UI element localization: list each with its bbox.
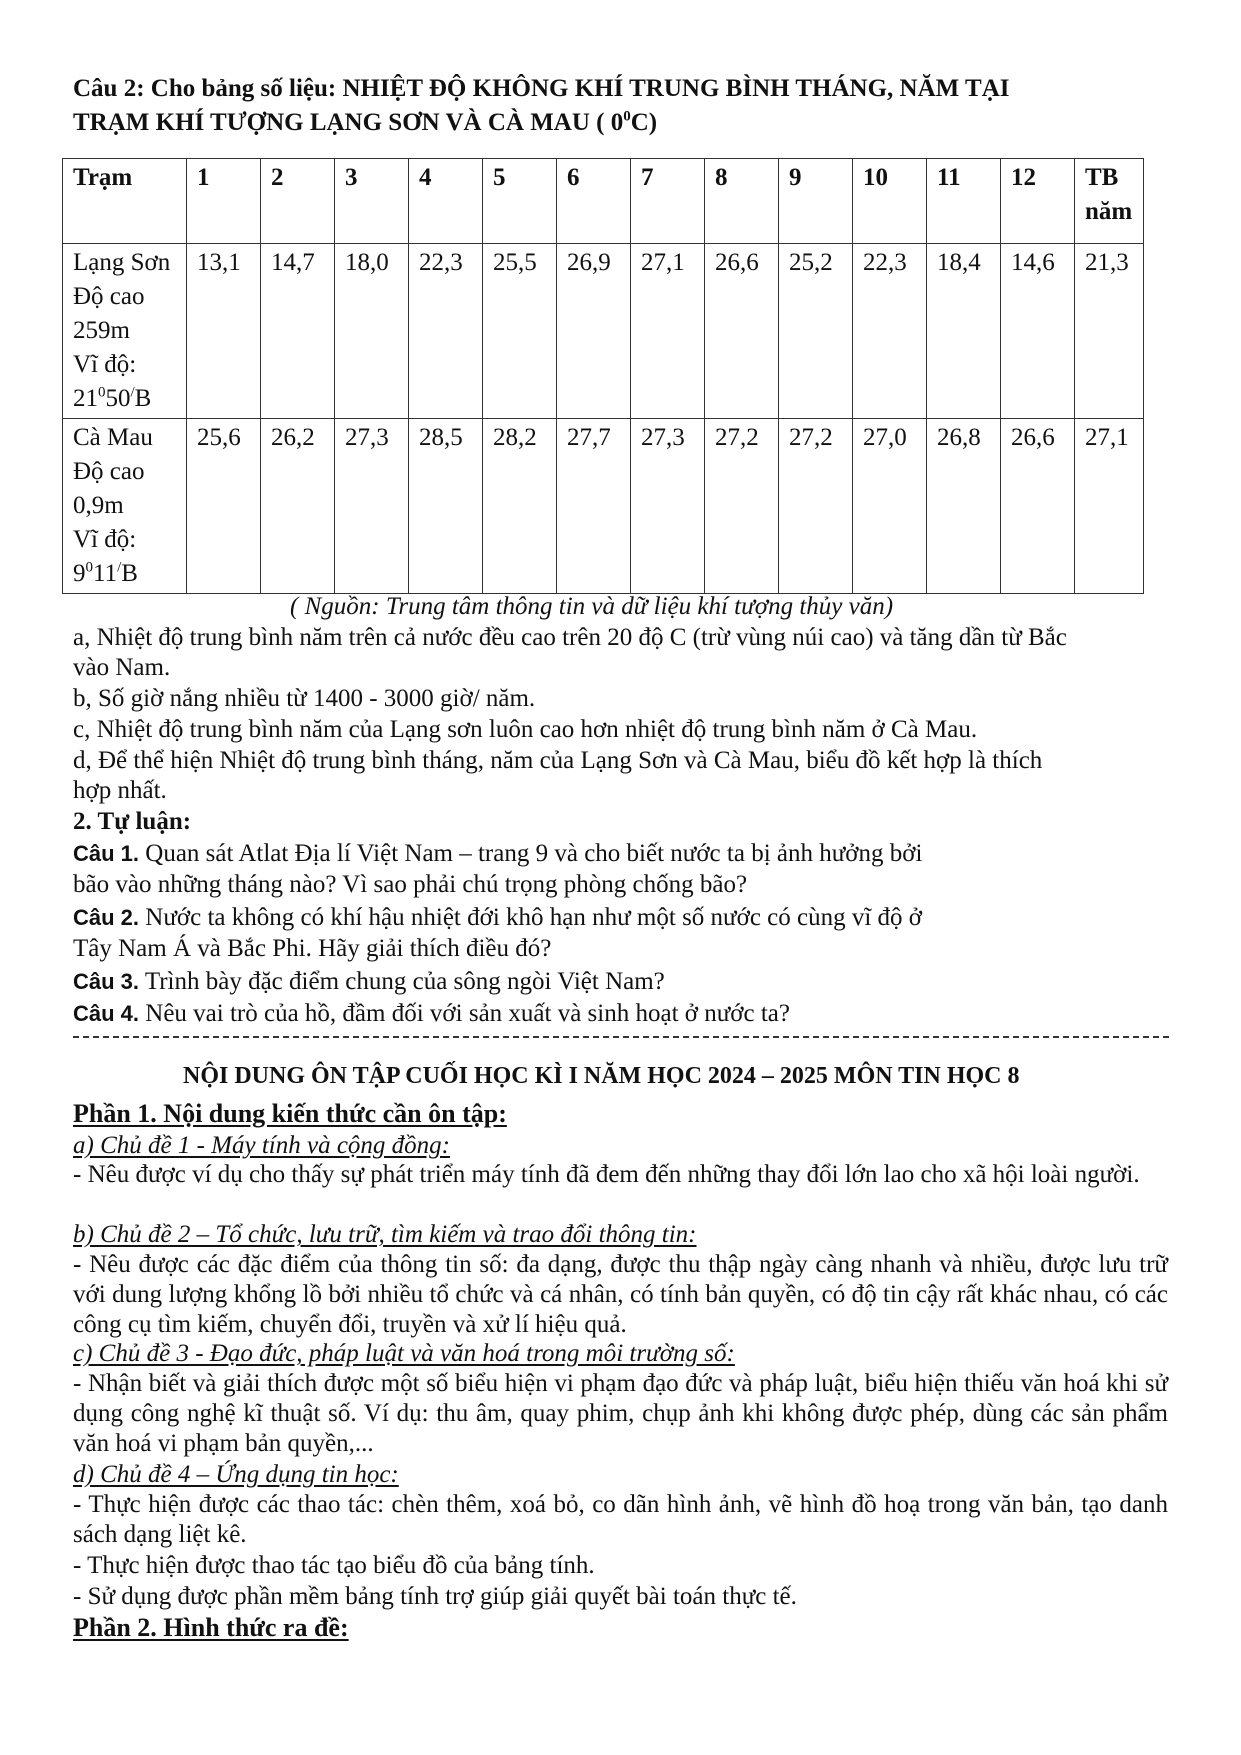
- question-label: Câu 3.: [73, 969, 140, 994]
- topic-a-heading: a) Chủ đề 1 - Máy tính và cộng đồng:: [73, 1132, 451, 1159]
- header-cell: 5: [483, 159, 557, 244]
- value-cell: 21,3: [1075, 244, 1144, 419]
- table-row: [63, 419, 1144, 594]
- statement-c: c, Nhiệt độ trung bình năm của Lạng sơn luôn cao hơn nhiệt độ trung bình năm ở Cà Mau.: [73, 716, 978, 743]
- header-cell: 12: [1001, 159, 1075, 244]
- topic-c-heading: c) Chủ đề 3 - Đạo đức, pháp luật và văn hoá trong môi trường số:: [73, 1340, 735, 1367]
- essay-question-3: [73, 967, 665, 997]
- header-cell: 4: [409, 159, 483, 244]
- station-latitude-label: Vĩ độ:: [73, 351, 137, 378]
- statement-a-line1: a, Nhiệt độ trung bình năm trên cả nước đều cao trên 20 độ C (trừ vùng núi cao) và tăng dần từ Bắc: [73, 624, 1067, 651]
- title-line2-text: TRẠM KHÍ TƯỢNG LẠNG SƠN VÀ CÀ MAU ( 0: [73, 109, 624, 136]
- station-name: Lạng Sơn: [73, 249, 171, 276]
- table-source: ( Nguồn: Trung tâm thông tin và dữ liệu khí tượng thủy văn): [290, 593, 894, 620]
- value-cell: 27,1: [631, 244, 705, 419]
- topic-b-text: - Nêu được các đặc điểm của thông tin số: đa dạng, được thu thập ngày càng nhanh và nhiều, được lưu trữ với dung lượng khổng lồ bởi nhiều tổ chức và cá nhân, có tính bản quyền, có độ tin cậy rất khác nhau, có các công cụ tìm kiếm, chuyển đổi, truyền và xử lí hiệu quả.: [73, 1251, 1168, 1338]
- temperature-table: [62, 158, 1144, 594]
- value-cell: 25,5: [483, 244, 557, 419]
- value-cell: 26,6: [705, 244, 779, 419]
- value-cell: 26,6: [1001, 419, 1075, 594]
- header-cell: 8: [705, 159, 779, 244]
- value-cell: 27,1: [1075, 419, 1144, 594]
- header-cell: 7: [631, 159, 705, 244]
- question-text: Nước ta không có khí hậu nhiệt đới khô hạn như một số nước có cùng vĩ độ ở: [139, 904, 923, 931]
- station-latitude: [73, 382, 178, 416]
- title-line2-unit: C): [630, 109, 658, 136]
- topic-d-text: - Thực hiện được các thao tác: chèn thêm, xoá bỏ, co dãn hình ảnh, vẽ hình đồ hoạ trong văn bản, tạo danh sách dạng liệt kê.: [73, 1491, 1168, 1548]
- essay-question-1: [73, 839, 922, 869]
- dashed-divider: [73, 1036, 1169, 1038]
- question-label: Câu 2.: [73, 905, 140, 930]
- topic-d-item-2: - Thực hiện được thao tác tạo biểu đồ của bảng tính.: [73, 1552, 595, 1579]
- statement-d-line2: hợp nhất.: [73, 777, 167, 804]
- question-label: Câu 4.: [73, 1001, 140, 1026]
- value-cell: 28,2: [483, 419, 557, 594]
- table-row: [63, 244, 1144, 419]
- station-elevation: 0,9m: [73, 492, 124, 519]
- header-cell: TB năm: [1075, 159, 1144, 244]
- question-title-line1: Câu 2: Cho bảng số liệu: NHIỆT ĐỘ KHÔNG KHÍ TRUNG BÌNH THÁNG, NĂM TẠI: [73, 75, 1010, 102]
- value-cell: 22,3: [853, 244, 927, 419]
- station-elevation: 259m: [73, 317, 130, 344]
- topic-c-text: - Nhận biết và giải thích được một số biểu hiện vi phạm đạo đức và pháp luật, biểu hiện thiếu văn hoá khi sử dụng công nghệ kĩ thuật số. Ví dụ: thu âm, quay phim, chụp ảnh khi không được phép, dùng các sản phẩm văn hoá vi phạm bản quyền,...: [73, 1370, 1168, 1457]
- question-text: Nêu vai trò của hồ, đầm đối với sản xuất và sinh hoạt ở nước ta?: [139, 1000, 790, 1027]
- essay-question-1-line2: bão vào những tháng nào? Vì sao phải chú trọng phòng chống bão?: [73, 871, 748, 898]
- statement-a-line2: vào Nam.: [73, 654, 171, 681]
- question-title-line2: [73, 108, 657, 138]
- header-cell: 11: [927, 159, 1001, 244]
- value-cell: 27,7: [557, 419, 631, 594]
- lat-minute-mark: /: [130, 384, 135, 401]
- question-label: Câu 1.: [73, 841, 140, 866]
- station-elevation-label: Độ cao: [73, 283, 145, 310]
- value-cell: 22,3: [409, 244, 483, 419]
- value-cell: 27,3: [335, 419, 409, 594]
- essay-question-4: [73, 999, 790, 1029]
- value-cell: 14,6: [1001, 244, 1075, 419]
- lat-degrees: 21: [73, 385, 98, 412]
- topic-d-item-3: - Sử dụng được phần mềm bảng tính trợ giúp giải quyết bài toán thực tế.: [73, 1583, 797, 1610]
- value-cell: 26,2: [261, 419, 335, 594]
- topic-d-heading: d) Chủ đề 4 – Ứng dụng tin học:: [73, 1461, 399, 1488]
- lat-hemisphere: B: [121, 560, 138, 587]
- value-cell: 25,2: [779, 244, 853, 419]
- station-elevation-label: Độ cao: [73, 458, 145, 485]
- topic-a-text: - Nêu được ví dụ cho thấy sự phát triển máy tính đã đem đến những thay đổi lớn lao cho xã hội loài người.: [73, 1161, 1140, 1188]
- header-cell: 10: [853, 159, 927, 244]
- statement-d-line1: d, Để thể hiện Nhiệt độ trung bình tháng, năm của Lạng Sơn và Cà Mau, biểu đồ kết hợp là thích: [73, 747, 1043, 774]
- station-name: Cà Mau: [73, 424, 153, 451]
- header-cell: 6: [557, 159, 631, 244]
- question-text: Trình bày đặc điểm chung của sông ngòi Việt Nam?: [139, 968, 665, 995]
- lat-minutes: 11: [93, 560, 118, 587]
- lat-degrees: 9: [73, 560, 86, 587]
- section-title: NỘI DUNG ÔN TẬP CUỐI HỌC KÌ I NĂM HỌC 2024 – 2025 MÔN TIN HỌC 8: [183, 1063, 1020, 1089]
- value-cell: 27,2: [779, 419, 853, 594]
- station-latitude-label: Vĩ độ:: [73, 526, 137, 553]
- value-cell: 18,0: [335, 244, 409, 419]
- topic-b-heading: b) Chủ đề 2 – Tổ chức, lưu trữ, tìm kiếm và trao đổi thông tin:: [73, 1221, 697, 1248]
- station-cell: [63, 244, 187, 419]
- header-cell: Trạm: [63, 159, 187, 244]
- header-cell: 3: [335, 159, 409, 244]
- essay-heading: 2. Tự luận:: [73, 808, 192, 835]
- value-cell: 27,2: [705, 419, 779, 594]
- essay-question-2: [73, 903, 922, 933]
- value-cell: 26,9: [557, 244, 631, 419]
- value-cell: 18,4: [927, 244, 1001, 419]
- statement-b: b, Số giờ nắng nhiều từ 1400 - 3000 giờ/ năm.: [73, 685, 536, 712]
- degree-superscript: 0: [623, 108, 631, 125]
- header-cell: 2: [261, 159, 335, 244]
- station-latitude: [73, 557, 178, 591]
- station-cell: [63, 419, 187, 594]
- lat-hemisphere: B: [134, 385, 152, 412]
- lat-minutes: 50: [105, 385, 131, 412]
- value-cell: 13,1: [187, 244, 261, 419]
- value-cell: 14,7: [261, 244, 335, 419]
- value-cell: 25,6: [187, 419, 261, 594]
- value-cell: 26,8: [927, 419, 1001, 594]
- header-cell: 1: [187, 159, 261, 244]
- part-2-heading: Phần 2. Hình thức ra đề:: [73, 1613, 349, 1642]
- table-header-row: [63, 159, 1144, 244]
- value-cell: 28,5: [409, 419, 483, 594]
- header-cell: 9: [779, 159, 853, 244]
- lat-degree-mark: 0: [85, 559, 93, 576]
- lat-degree-mark: 0: [98, 384, 106, 401]
- lat-minute-mark: /: [117, 559, 122, 576]
- part-1-heading: Phần 1. Nội dung kiến thức cần ôn tập:: [73, 1099, 507, 1128]
- value-cell: 27,0: [853, 419, 927, 594]
- value-cell: 27,3: [631, 419, 705, 594]
- essay-question-2-line2: Tây Nam Á và Bắc Phi. Hãy giải thích điều đó?: [73, 935, 552, 962]
- question-text: Quan sát Atlat Địa lí Việt Nam – trang 9 và cho biết nước ta bị ảnh hưởng bởi: [139, 840, 923, 867]
